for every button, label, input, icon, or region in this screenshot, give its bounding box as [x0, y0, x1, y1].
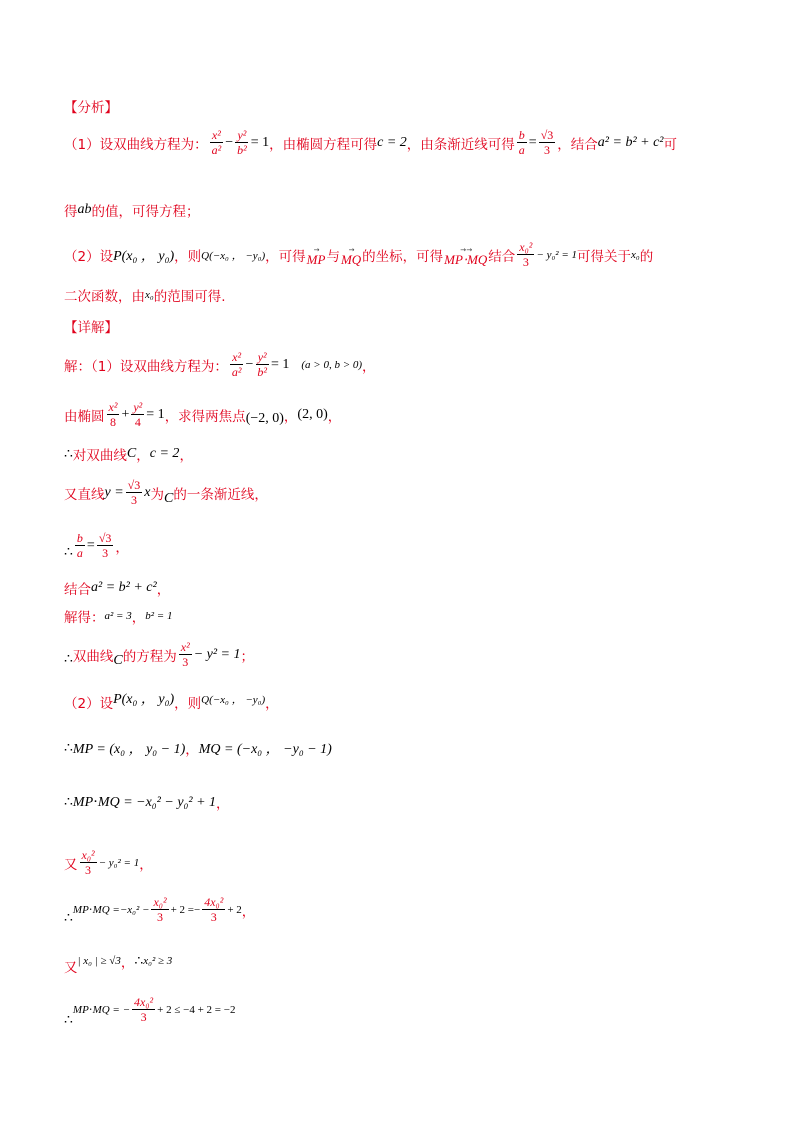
- vector-label: MQ: [340, 251, 362, 267]
- text: ，: [185, 742, 199, 758]
- denominator: 4: [134, 415, 141, 429]
- math: + 2 ≤ −4 + 2 = −2: [157, 1003, 236, 1016]
- text: 又: [64, 856, 78, 873]
- math: − y₀² = 1: [536, 248, 578, 261]
- fraction: [517, 240, 534, 269]
- denominator: 3: [210, 910, 217, 924]
- analysis-heading: [64, 96, 118, 116]
- math: (−2, 0): [245, 410, 284, 426]
- fraction: [97, 531, 114, 560]
- math: − y₀² = 1: [98, 856, 140, 869]
- math: c = 2: [377, 134, 407, 150]
- math: a² = 3: [104, 610, 132, 622]
- numerator: x²: [211, 128, 221, 142]
- analysis-line-3: [64, 240, 653, 269]
- text: ，求得两焦点: [164, 408, 246, 425]
- text: 可得关于: [577, 248, 632, 265]
- denominator: a: [518, 143, 525, 157]
- detail-heading-text: 【详解】: [64, 320, 118, 336]
- denominator: b²: [257, 365, 267, 379]
- text: ，: [139, 856, 153, 873]
- numerator: b: [76, 531, 83, 545]
- text: 对双曲线: [72, 448, 127, 464]
- text: （1）设双曲线方程为：: [64, 136, 208, 153]
- vector-label: MP⋅MQ: [444, 251, 488, 267]
- text: ，: [216, 796, 230, 812]
- math: x₀: [631, 248, 640, 261]
- text: ，结合: [557, 136, 598, 153]
- denominator: 3: [85, 863, 92, 877]
- math: =: [86, 537, 95, 553]
- numerator: √3: [540, 128, 554, 142]
- numerator: x₀²: [81, 848, 95, 862]
- denominator: b²: [237, 143, 247, 157]
- numerator: x²: [108, 400, 118, 414]
- numerator: √3: [98, 531, 112, 545]
- math: MP⋅MQ =: [72, 904, 120, 916]
- math: C: [126, 446, 137, 461]
- text: ，则: [174, 696, 202, 712]
- step-6: [64, 578, 170, 598]
- math: ab: [77, 202, 92, 217]
- text: ，: [283, 408, 298, 425]
- analysis-heading-text: 【分析】: [64, 100, 118, 116]
- math: Q(−x₀ ， −y₀): [201, 694, 266, 706]
- text: 的一条渐近线，: [173, 486, 268, 503]
- fraction: [179, 640, 192, 669]
- therefore-symbol: ∴: [64, 652, 73, 667]
- text: 二次函数，由: [64, 289, 145, 305]
- step-13: [64, 892, 255, 927]
- math: a² = b² + c²: [597, 134, 664, 150]
- numerator: b: [518, 128, 525, 142]
- math: −: [194, 903, 201, 916]
- denominator: 3: [182, 655, 189, 669]
- numerator: x²: [232, 350, 242, 364]
- step-1: 解：（1）设双曲线方程为： $\frac{\text{x²}}{\text{a²}}$ − $\frac{\text{y²}}{\text{b²}}$ = 1 (a > 0, b > 0) ，: [64, 350, 376, 379]
- text: ，可得: [265, 248, 306, 265]
- math: = 1: [270, 356, 290, 372]
- text: ，: [156, 582, 171, 598]
- step-8: [64, 640, 254, 669]
- text: ，由椭圆方程可得: [269, 136, 378, 153]
- numerator: x₀²: [153, 895, 167, 909]
- numerator: x²: [180, 640, 190, 654]
- fraction: [107, 400, 120, 429]
- math: c = 2: [149, 446, 180, 461]
- step-12: [64, 848, 153, 877]
- denominator: a²: [231, 365, 242, 379]
- text: 结合: [64, 582, 91, 598]
- fraction: [151, 895, 168, 924]
- text: 结合: [488, 248, 516, 265]
- text: 的: [639, 248, 654, 265]
- text: 解得：: [64, 610, 105, 626]
- therefore-symbol: ∴: [64, 911, 73, 926]
- step-11: [64, 792, 230, 812]
- step-14: [64, 946, 172, 976]
- numerator: y²: [257, 350, 267, 364]
- text: ，: [136, 448, 150, 464]
- analysis-line-2: [64, 200, 200, 220]
- text: 为: [150, 486, 164, 503]
- detail-heading: [64, 316, 118, 336]
- text: ，: [327, 408, 342, 425]
- math: + 2 =: [170, 903, 194, 916]
- fraction: [126, 478, 143, 507]
- text: 的坐标，可得: [362, 248, 444, 265]
- therefore-symbol: ∴: [134, 953, 144, 969]
- step-4: [64, 478, 268, 507]
- text: ，: [241, 903, 256, 920]
- text: 的值，可得方程；: [91, 204, 200, 220]
- math: − y² = 1: [193, 646, 241, 662]
- math: C: [113, 652, 123, 668]
- denominator: a²: [211, 143, 222, 157]
- denominator: 3: [102, 546, 109, 560]
- therefore-symbol: ∴: [64, 545, 73, 560]
- denominator: 3: [140, 1010, 147, 1024]
- step-3: [64, 444, 193, 464]
- math: P(x₀ ， y₀): [113, 248, 175, 264]
- vector-MP: MP = (x₀ ， y₀ − 1): [72, 742, 186, 757]
- step-2: 由椭圆 $\frac{\text{x²}}{8}$ + $\frac{\text{y²}}{4}$ = 1 ，求得两焦点 (−2, 0) ， (2, 0) ，: [64, 400, 342, 429]
- math: C: [163, 490, 174, 506]
- math: x: [144, 484, 151, 500]
- vector: → MP: [306, 245, 326, 267]
- denominator: 3: [130, 493, 137, 507]
- therefore-symbol: ∴: [64, 740, 73, 756]
- text: 可: [663, 136, 677, 153]
- vector-dot: → → MP⋅MQ: [444, 245, 488, 267]
- numerator: x₀²: [519, 240, 533, 254]
- math: b² = 1: [145, 610, 173, 622]
- math: P(x₀ ， y₀): [113, 692, 175, 707]
- text: ，: [120, 955, 135, 971]
- fraction: [255, 350, 269, 379]
- math: MP⋅MQ = −x₀² − y₀² + 1: [72, 794, 217, 810]
- step-7: [64, 606, 172, 626]
- text: 与: [326, 248, 340, 265]
- text: 又: [64, 960, 78, 976]
- math: (a > 0, b > 0): [301, 358, 363, 371]
- text: ，: [131, 610, 146, 626]
- vector-MQ: MQ = (−x₀ ， −y₀ − 1): [198, 742, 332, 757]
- math: MP⋅MQ = −: [72, 1004, 131, 1016]
- math: | x₀ | ≥ √3: [77, 955, 121, 967]
- fraction: [202, 895, 225, 924]
- math: + 2: [227, 903, 242, 916]
- fraction: [131, 400, 144, 429]
- text: （2）设: [64, 696, 114, 712]
- text: ，: [179, 448, 193, 464]
- fraction: [539, 128, 556, 157]
- fraction: [132, 995, 155, 1024]
- therefore-symbol: ∴: [64, 794, 73, 810]
- math: x₀² ≥ 3: [143, 955, 173, 967]
- therefore-symbol: ∴: [64, 1013, 73, 1028]
- text: ，: [362, 358, 376, 375]
- text: ，由条渐近线可得: [406, 136, 515, 153]
- numerator: 4x₀²: [204, 895, 224, 909]
- text: ；: [240, 648, 255, 665]
- fraction: [517, 128, 527, 157]
- numerator: √3: [127, 478, 141, 492]
- math: = 1: [146, 406, 165, 422]
- math: −x₀² −: [119, 903, 150, 916]
- step-10: [64, 738, 332, 758]
- math: a² = b² + c²: [91, 580, 157, 595]
- text: 的范围可得.: [153, 289, 226, 305]
- analysis-line-4: [64, 285, 226, 305]
- math: = 1: [250, 134, 270, 150]
- math: Q(−x₀ ， −y₀): [201, 249, 266, 262]
- analysis-line-1: （1）设双曲线方程为： $\frac{\text{x²}}{\text{a²}}$ − $\frac{\text{y²}}{\text{b²}}$ = 1 ，由椭圆方程可得 c = 2 ，由条渐近线可得 $\frac{b}{a}$ = $\frac{√3}{3}$ ，结合 a² = b² + c² 可: [64, 128, 677, 157]
- denominator: a: [76, 546, 83, 560]
- fraction: [230, 350, 244, 379]
- denominator: 8: [109, 415, 116, 429]
- math: y =: [104, 484, 124, 500]
- step-9: [64, 692, 279, 712]
- math: x₀: [145, 289, 154, 301]
- fraction: [210, 128, 224, 157]
- text: ，: [265, 696, 279, 712]
- text: ，: [115, 539, 129, 556]
- text: 得: [64, 204, 78, 220]
- text: ，则: [174, 248, 202, 265]
- text: 的方程为: [122, 648, 177, 665]
- step-5: [64, 530, 129, 561]
- text: 由椭圆: [64, 408, 105, 425]
- therefore-symbol: ∴: [64, 446, 73, 462]
- vector-label: MP: [306, 251, 326, 267]
- math: =: [528, 134, 537, 150]
- vector: → MQ: [340, 245, 362, 267]
- text: （2）设: [64, 248, 114, 265]
- step-15: [64, 990, 235, 1029]
- text: 又直线: [64, 486, 105, 503]
- denominator: 3: [522, 255, 529, 269]
- numerator: 4x₀²: [134, 995, 154, 1009]
- numerator: y²: [133, 400, 143, 414]
- text: 解：（1）设双曲线方程为：: [64, 358, 228, 375]
- denominator: 3: [544, 143, 550, 157]
- fraction: [235, 128, 249, 157]
- text: 双曲线: [72, 648, 114, 665]
- fraction: [75, 531, 85, 560]
- numerator: y²: [237, 128, 247, 142]
- denominator: 3: [157, 910, 164, 924]
- math: (2, 0): [297, 406, 328, 422]
- fraction: [80, 848, 97, 877]
